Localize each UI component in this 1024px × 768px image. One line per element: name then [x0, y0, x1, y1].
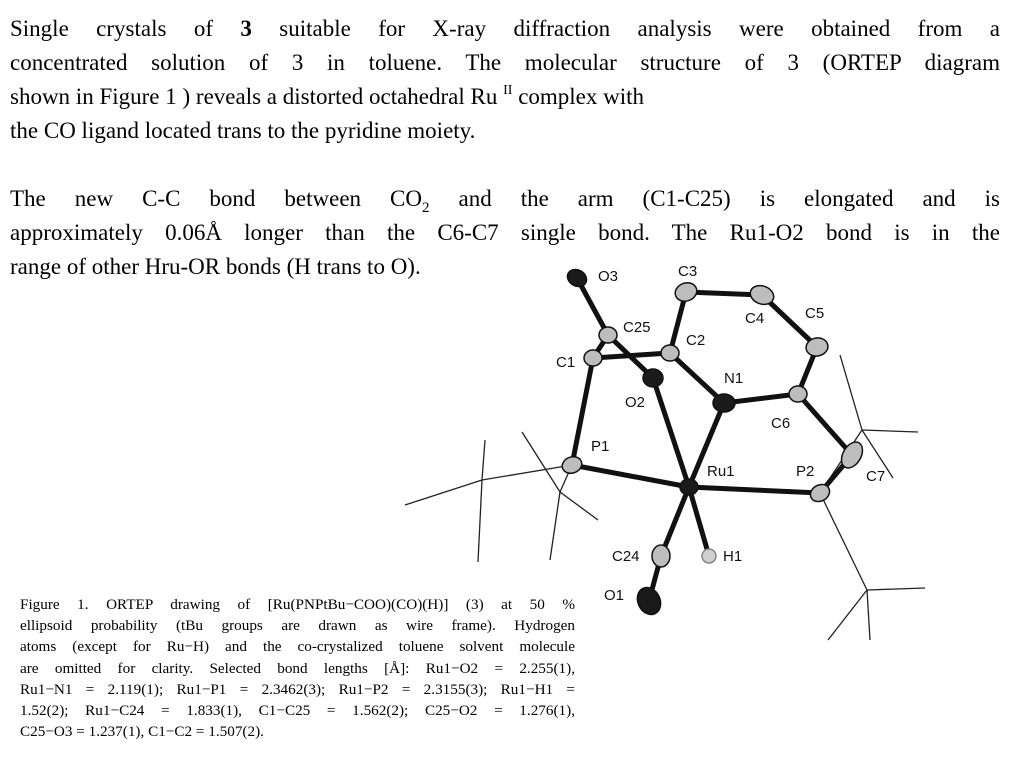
label-O3: O3	[598, 268, 619, 285]
p1-line-1: Single crystals of 3 suitable for X-ray diffraction analysis were obtained from a	[10, 16, 1000, 41]
atom-N1	[713, 394, 735, 412]
label-P1: P1	[591, 438, 610, 455]
label-C7: C7	[866, 468, 886, 485]
co2-subscript: 2	[421, 200, 430, 216]
atom-P1	[560, 454, 584, 476]
label-N1: N1	[724, 370, 744, 387]
p2-line-2: approximately 0.06Å longer than the C6-C7 single bond. The Ru1-O2 bond is in the	[10, 220, 1000, 245]
label-H1: H1	[723, 548, 743, 565]
figure-caption	[20, 594, 575, 742]
caption-line-5: Ru1−N1 = 2.119(1); Ru1−P1 = 2.3462(3); Ru1−P2 = 2.3155(3); Ru1−H1 =	[20, 680, 575, 698]
label-C6: C6	[771, 415, 791, 432]
atom-O3	[564, 266, 589, 290]
atom-Ru1	[680, 479, 698, 495]
label-C24: C24	[612, 548, 640, 565]
p1-line-2: concentrated solution of 3 in toluene. The molecular structure of 3 (ORTEP diagram	[10, 50, 1000, 75]
atom-C25	[599, 327, 617, 343]
atom-C24	[652, 545, 670, 567]
oxidation-state-superscript: II	[503, 83, 513, 98]
p1-line-4: the CO ligand located trans to the pyridine moiety.	[10, 118, 476, 143]
compound-number-bold: 3	[240, 16, 252, 41]
p2-line-3: range of other Hru-OR bonds (H trans to O).	[10, 254, 421, 279]
atom-O2	[643, 369, 663, 387]
caption-line-1: Figure 1. ORTEP drawing of [Ru(PNPtBu−COO)(CO)(H)] (3) at 50 %	[20, 596, 575, 613]
atom-C3	[673, 280, 700, 304]
caption-line-4: are omitted for clarity. Selected bond lengths [Å]: Ru1−O2 = 2.255(1),	[20, 659, 575, 677]
label-C2: C2	[686, 332, 706, 349]
atom-H1	[702, 549, 716, 563]
label-C4: C4	[745, 310, 765, 327]
p1-line-3: shown in Figure 1 ) reveals a distorted octahedral Ru $^{II}$ complex with	[10, 83, 645, 109]
label-Ru1: Ru1	[707, 463, 735, 480]
atom-C1	[584, 350, 602, 366]
label-C1: C1	[556, 354, 576, 371]
atom-O1	[633, 584, 665, 619]
p2-line-1: The new C-C bond between $CO_2$ and the arm (C1-C25) is elongated and is	[10, 186, 1000, 216]
label-O2: O2	[625, 394, 646, 411]
atom-C6	[789, 386, 807, 402]
label-C25: C25	[623, 319, 651, 336]
label-C3: C3	[678, 263, 698, 280]
caption-line-7: C25−O3 = 1.237(1), C1−C2 = 1.507(2).	[20, 723, 264, 741]
atom-C2	[661, 345, 679, 361]
caption-line-6: 1.52(2); Ru1−C24 = 1.833(1), C1−C25 = 1.562(2); C25−O2 = 1.276(1),	[20, 702, 575, 720]
label-P2: P2	[796, 463, 815, 480]
label-C5: C5	[805, 305, 825, 322]
caption-line-3: atoms (except for Ru−H) and the co-crystalized toluene solvent molecule	[20, 638, 575, 656]
caption-line-2: ellipsoid probability (tBu groups are drawn as wire frame). Hydrogen	[20, 617, 575, 635]
label-O1: O1	[604, 587, 625, 604]
